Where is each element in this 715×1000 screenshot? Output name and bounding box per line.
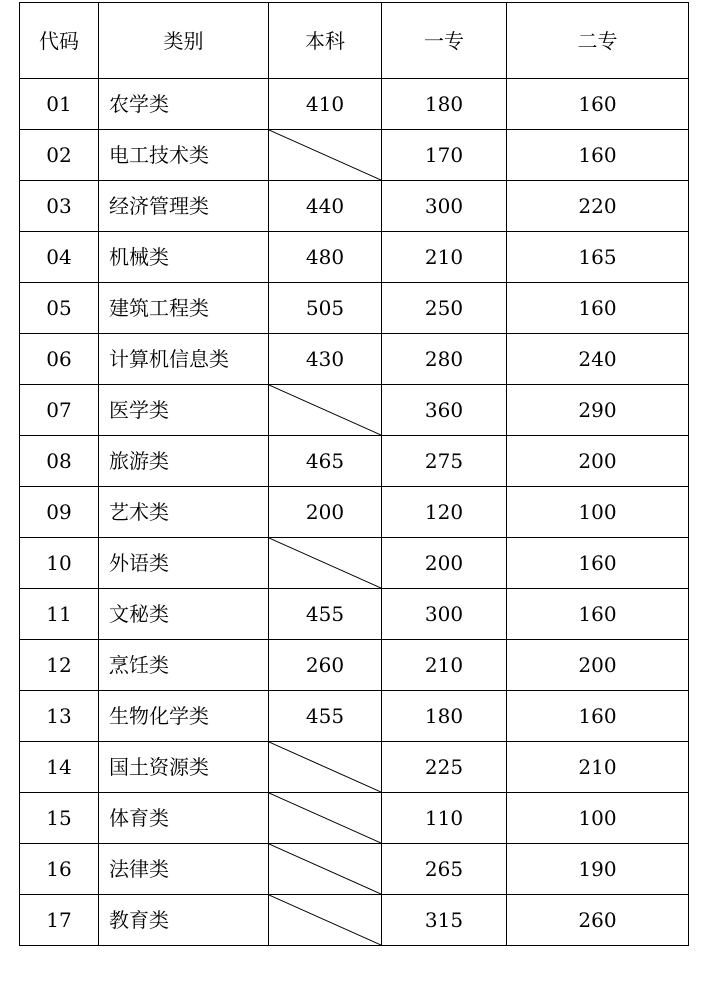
category-cell: 电工技术类 [99,130,269,181]
erzhuan-cell: 100 [507,793,689,844]
yizhuan-cell: 225 [382,742,507,793]
header-code: 代码 [20,3,99,79]
erzhuan-cell: 100 [507,487,689,538]
erzhuan-cell: 260 [507,895,689,946]
yizhuan-cell: 275 [382,436,507,487]
table-row [20,232,689,283]
yizhuan-cell: 250 [382,283,507,334]
benke-cell: 410 [269,79,382,130]
erzhuan-cell: 220 [507,181,689,232]
benke-cell: 465 [269,436,382,487]
table-row [20,283,689,334]
code-cell: 04 [20,232,99,283]
header-erzhuan: 二专 [507,3,689,79]
table-row [20,385,689,436]
benke-cell: 200 [269,487,382,538]
diagonal-slash-line [269,130,381,180]
benke-cell: 480 [269,232,382,283]
yizhuan-cell: 210 [382,232,507,283]
header-yizhuan: 一专 [382,3,507,79]
category-cell: 外语类 [99,538,269,589]
yizhuan-cell: 265 [382,844,507,895]
code-cell: 07 [20,385,99,436]
benke-empty-cell [269,385,382,436]
erzhuan-cell: 160 [507,538,689,589]
header-category: 类别 [99,3,269,79]
table-row [20,334,689,385]
benke-cell: 430 [269,334,382,385]
erzhuan-cell: 160 [507,283,689,334]
yizhuan-cell: 360 [382,385,507,436]
code-cell: 15 [20,793,99,844]
code-cell: 13 [20,691,99,742]
diagonal-slash-line [269,895,381,945]
diagonal-slash-line [269,538,381,588]
code-cell: 17 [20,895,99,946]
category-cell: 旅游类 [99,436,269,487]
category-cell: 体育类 [99,793,269,844]
category-cell: 医学类 [99,385,269,436]
header-row [20,3,689,79]
code-cell: 11 [20,589,99,640]
code-cell: 14 [20,742,99,793]
category-cell: 烹饪类 [99,640,269,691]
table-row [20,436,689,487]
header-benke: 本科 [269,3,382,79]
yizhuan-cell: 315 [382,895,507,946]
table-row [20,640,689,691]
benke-empty-cell [269,130,382,181]
table-row [20,538,689,589]
code-cell: 16 [20,844,99,895]
erzhuan-cell: 160 [507,589,689,640]
erzhuan-cell: 240 [507,334,689,385]
erzhuan-cell: 200 [507,436,689,487]
code-cell: 09 [20,487,99,538]
category-cell: 农学类 [99,79,269,130]
yizhuan-cell: 300 [382,181,507,232]
table-row [20,79,689,130]
table-header [20,3,689,79]
code-cell: 05 [20,283,99,334]
yizhuan-cell: 170 [382,130,507,181]
table-row [20,181,689,232]
erzhuan-cell: 290 [507,385,689,436]
table-row [20,895,689,946]
table-row [20,589,689,640]
category-cell: 机械类 [99,232,269,283]
erzhuan-cell: 160 [507,691,689,742]
code-cell: 01 [20,79,99,130]
category-cell: 计算机信息类 [99,334,269,385]
benke-empty-cell [269,793,382,844]
yizhuan-cell: 200 [382,538,507,589]
yizhuan-cell: 300 [382,589,507,640]
benke-empty-cell [269,742,382,793]
category-cell: 经济管理类 [99,181,269,232]
code-cell: 02 [20,130,99,181]
table-row [20,742,689,793]
yizhuan-cell: 180 [382,691,507,742]
table-row [20,844,689,895]
score-table [19,2,689,946]
benke-empty-cell [269,895,382,946]
yizhuan-cell: 280 [382,334,507,385]
table-row [20,793,689,844]
benke-empty-cell [269,538,382,589]
erzhuan-cell: 210 [507,742,689,793]
category-cell: 建筑工程类 [99,283,269,334]
table-row [20,691,689,742]
category-cell: 生物化学类 [99,691,269,742]
erzhuan-cell: 160 [507,130,689,181]
erzhuan-cell: 200 [507,640,689,691]
code-cell: 06 [20,334,99,385]
code-cell: 12 [20,640,99,691]
table-row [20,487,689,538]
benke-cell: 440 [269,181,382,232]
category-cell: 文秘类 [99,589,269,640]
table-row [20,130,689,181]
category-cell: 教育类 [99,895,269,946]
benke-cell: 260 [269,640,382,691]
category-cell: 国土资源类 [99,742,269,793]
category-cell: 法律类 [99,844,269,895]
erzhuan-cell: 160 [507,79,689,130]
yizhuan-cell: 180 [382,79,507,130]
code-cell: 03 [20,181,99,232]
yizhuan-cell: 120 [382,487,507,538]
yizhuan-cell: 210 [382,640,507,691]
yizhuan-cell: 110 [382,793,507,844]
diagonal-slash-line [269,385,381,435]
code-cell: 10 [20,538,99,589]
code-cell: 08 [20,436,99,487]
table-body [20,79,689,946]
diagonal-slash-line [269,742,381,792]
diagonal-slash-line [269,844,381,894]
benke-empty-cell [269,844,382,895]
erzhuan-cell: 190 [507,844,689,895]
diagonal-slash-line [269,793,381,843]
erzhuan-cell: 165 [507,232,689,283]
category-cell: 艺术类 [99,487,269,538]
benke-cell: 455 [269,691,382,742]
benke-cell: 455 [269,589,382,640]
benke-cell: 505 [269,283,382,334]
